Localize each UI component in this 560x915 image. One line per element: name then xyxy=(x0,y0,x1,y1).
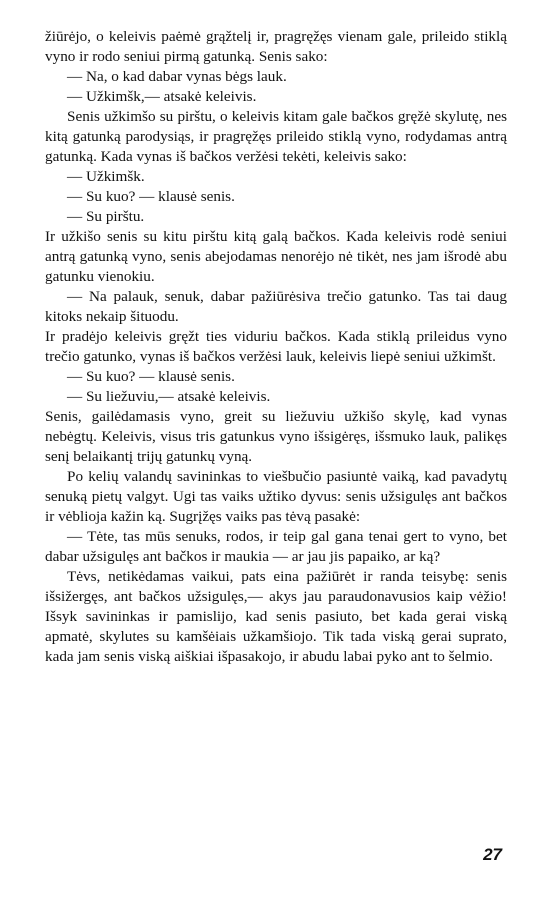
dialogue-line: — Na, o kad dabar vynas bėgs lauk. xyxy=(67,68,287,85)
dialogue-line: — Užkimšk. xyxy=(67,168,145,185)
page-text-column xyxy=(45,27,507,667)
paragraph: Senis, gailėdamasis vyno, greit su liežuviu užkišo skylę, kad vynas nebėgtų. Keleivis, visus tris gatunkus vyno išsigėręs, išsmuko lauk, palikęs senį belaikantį trijų gatunkų vyną. xyxy=(45,408,507,465)
dialogue-line: — Su kuo? — klausė senis. xyxy=(67,368,235,385)
paragraph: Ir pradėjo keleivis gręžt ties viduriu bačkos. Kada stiklą prileidus vyno trečio gatunko, vynas iš bačkos veržėsi lauk, keleivis liepė seniui užkimšt. xyxy=(45,328,507,365)
dialogue-line: — Su liežuviu,— atsakė keleivis. xyxy=(67,388,271,405)
paragraph: Senis užkimšo su pirštu, o keleivis kitam gale bačkos gręžė skylutę, nes kitą gatunką parodysiąs, ir pragręžęs prileido stiklą vyno, rodydamas antrą gatunką. Kada vynas iš bačkos veržėsi tekėti, keleivis sako: xyxy=(45,108,507,165)
paragraph: žiūrėjo, o keleivis paėmė grąžtelį ir, pragręžęs vienam gale, prileido stiklą vyno ir rodo seniui pirmą gatunką. Senis sako: xyxy=(45,28,507,65)
paragraph: Tėvs, netikėdamas vaikui, pats eina pažiūrėt ir randa teisybę: senis išsižergęs, ant bačkos užsigulęs,— akys jau paraudonavusios kaip vėžio! Išsyk savininkas ir pamislijo, kad senis pasiuto, bet kada gerai viską apmatė, skylutes su kamšėiais užkamšiojo. Tik tada viską gerai suprato, kada jam senis viską aiškiai išpasakojo, ir abudu labai pyko ant to šelmio. xyxy=(45,568,507,665)
dialogue-line: — Užkimšk,— atsakė keleivis. xyxy=(67,88,257,105)
dialogue-line: — Su pirštu. xyxy=(67,208,145,225)
paragraph: Po kelių valandų savininkas to viešbučio pasiuntė vaiką, kad pavadytų senuką pietų valgyt. Ugi tas vaiks užtiko dyvus: senis užsigulęs ant bačkos ir vėblioja kažin ką. Sugrįžęs vaiks pas tėvą pasakė: xyxy=(45,468,507,525)
paragraph: — Tėte, tas mūs senuks, rodos, ir teip gal gana tenai gert to vyno, bet dabar užsigulęs ant bačkos ir maukia — ar jau jis papaiko, ar ką? xyxy=(45,528,507,565)
page-number: 27 xyxy=(483,845,502,864)
paragraph: Ir užkišo senis su kitu pirštu kitą galą bačkos. Kada keleivis rodė seniui antrą gatunką vyno, senis abejodamas nenorėjo nė tikėt, nes jam išrodė abu gatunku vienokiu. xyxy=(45,228,507,285)
dialogue-line: — Su kuo? — klausė senis. xyxy=(67,188,235,205)
paragraph: — Na palauk, senuk, dabar pažiūrėsiva trečio gatunko. Tas tai daug kitoks nekaip šituodu. xyxy=(45,288,507,325)
